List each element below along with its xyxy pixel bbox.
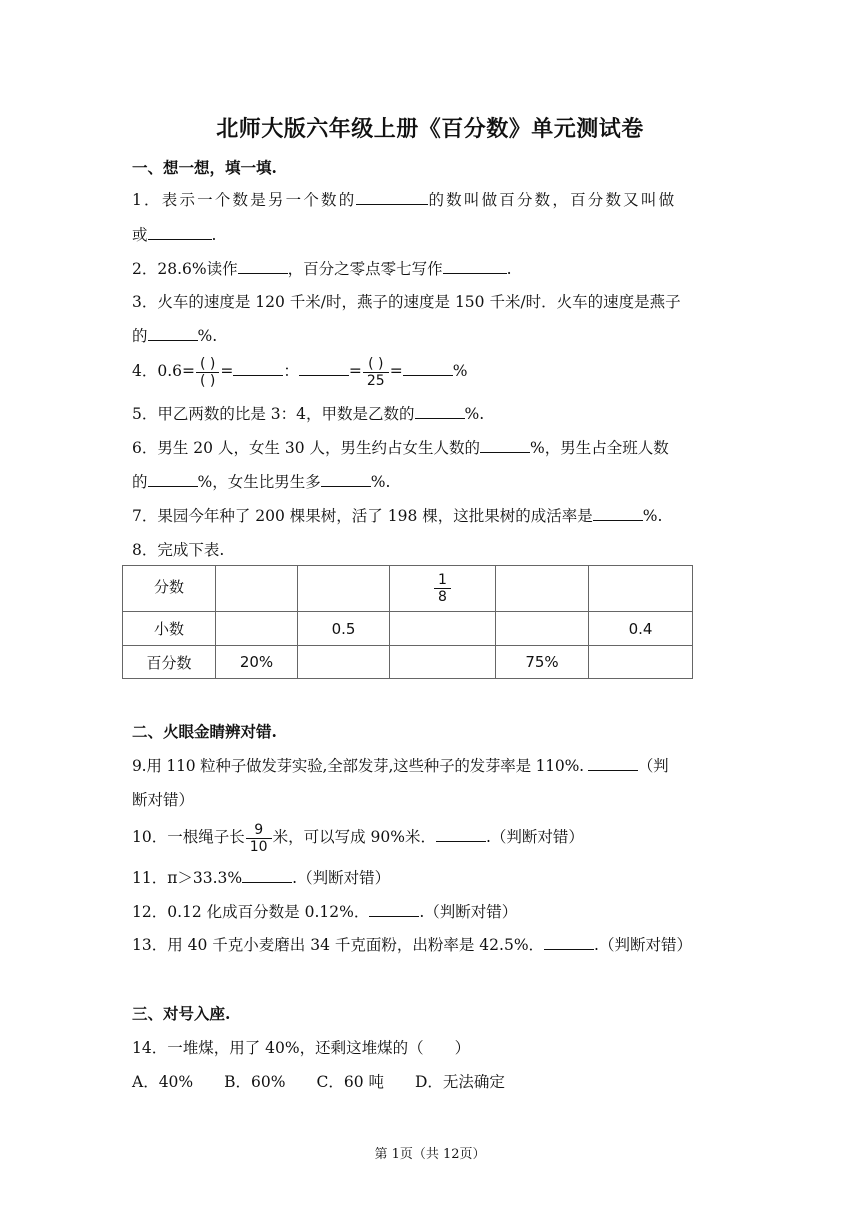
answer-blank[interactable] [588,756,638,771]
question-12 [132,902,732,922]
answer-blank[interactable] [233,361,283,376]
answer-blank[interactable] [443,259,507,274]
q13-text-a: 13．用 40 千克小麦磨出 34 千克面粉，出粉率是 42.5%． [132,936,545,954]
answer-blank[interactable] [148,472,198,487]
table-cell[interactable] [496,612,589,646]
answer-blank[interactable] [238,259,288,274]
question-9-cont: 断对错） [132,791,195,809]
q6-text-b: %，男生占全班人数 [530,439,669,457]
q6-text-d: %，女生比男生多 [197,473,321,491]
q6-text-c: 的 [132,473,148,491]
question-6-cont [132,472,732,492]
answer-blank[interactable] [242,868,292,883]
q1-text-c: 或 [132,226,148,244]
table-cell[interactable] [216,612,298,646]
question-5 [132,404,732,424]
fraction-denominator: 8 [438,589,447,605]
page-title: 北师大版六年级上册《百分数》单元测试卷 [216,116,644,142]
question-3: 3．火车的速度是 120 千米/时，燕子的速度是 150 千米/时．火车的速度是燕子 [132,293,681,311]
percent-sign: % [452,362,468,380]
fraction-numerator: ( ) [196,356,219,373]
q3-text-b: 的 [132,327,148,345]
q4-text-a: 4．0.6= [132,362,195,380]
fraction-blank-25[interactable] [363,356,389,389]
q2-text-a: 2．28.6%读作 [132,260,238,278]
row-label: 分数 [123,566,216,612]
fraction-one-eighth [434,572,451,605]
table-cell: 0.4 [589,612,693,646]
conversion-table [122,565,693,679]
fraction-numerator: 9 [246,822,272,839]
answer-blank[interactable] [544,935,594,950]
q11-text-b: .（判断对错） [292,869,391,887]
q9-text-b: （判 [637,757,669,775]
table-row-fraction [123,566,693,612]
table-row-percent [123,646,693,679]
q5-text-a: 5．甲乙两数的比是 3：4，甲数是乙数的 [132,405,415,423]
question-14-options[interactable]: A．40% B．60% C．60 吨 D．无法确定 [132,1073,505,1091]
page-footer: 第 1页（共 12页） [374,1147,486,1162]
answer-blank[interactable] [356,190,428,205]
question-2 [132,259,732,279]
fraction-denominator: 25 [366,372,385,389]
question-3-cont [132,326,732,346]
question-1 [132,190,732,210]
fraction-nine-tenths [246,822,272,855]
q6-text-a: 6．男生 20 人，女生 30 人，男生约占女生人数的 [132,439,481,457]
answer-blank[interactable] [148,225,212,240]
answer-blank[interactable] [593,506,643,521]
q5-text-b: %. [464,405,485,423]
q3-text-c: %. [197,327,218,345]
q7-text-a: 7．果园今年种了 200 棵果树，活了 198 棵，这批果树的成活率是 [132,507,593,525]
table-row-decimal [123,612,693,646]
question-6 [132,438,732,458]
fraction-denominator: ( ) [200,372,216,389]
answer-blank[interactable] [415,404,465,419]
q1-text-a: 1．表示一个数是另一个数的 [132,191,357,209]
table-cell-fraction [390,566,496,612]
table-cell[interactable] [216,566,298,612]
table-cell[interactable] [298,646,390,679]
fraction-denominator: 10 [249,838,268,855]
colon-symbol: ： [283,362,299,380]
question-7 [132,506,732,526]
row-label: 小数 [123,612,216,646]
fraction-numerator: 1 [434,572,451,589]
table-cell[interactable] [496,566,589,612]
question-13 [132,935,732,955]
q13-text-b: .（判断对错） [594,936,692,954]
table-cell[interactable] [390,612,496,646]
q12-text-a: 12．0.12 化成百分数是 0.12%． [132,903,370,921]
q9-text-a: 9.用 110 粒种子做发芽实验,全部发芽,这些种子的发芽率是 110%. [132,757,584,775]
table-cell[interactable] [298,566,390,612]
q10-text-a: 10．一根绳子长 [132,828,245,846]
question-14: 14．一堆煤，用了 40%，还剩这堆煤的（ ） [132,1039,471,1057]
answer-blank[interactable] [299,361,349,376]
q1-text-d: . [211,226,217,244]
q11-text-a: 11．π＞33.3% [132,869,243,887]
question-4: 4．0.6= $\frac{( )}{( )}$ = ： = $\frac{( )}{25}$ = % [132,355,468,389]
table-cell: 75% [496,646,589,679]
row-label: 百分数 [123,646,216,679]
q6-text-e: %. [370,473,391,491]
q1-text-b: 的数叫做百分数，百分数又叫做 [428,191,677,209]
q10-text-c: .（判断对错） [485,828,584,846]
answer-blank[interactable] [480,438,530,453]
table-cell[interactable] [589,646,693,679]
answer-blank[interactable] [369,902,419,917]
answer-blank[interactable] [148,326,198,341]
q2-text-b: ，百分之零点零七写作 [287,260,443,278]
table-cell[interactable] [390,646,496,679]
q2-text-c: . [506,260,512,278]
question-1-cont [132,225,732,245]
q12-text-b: .（判断对错） [419,903,518,921]
answer-blank[interactable] [321,472,371,487]
question-11 [132,868,732,888]
q10-text-b: 米，可以写成 90%米． [272,828,436,846]
answer-blank[interactable] [403,361,453,376]
table-cell: 20% [216,646,298,679]
answer-blank[interactable] [436,827,486,842]
question-9 [132,756,732,776]
question-8: 8．完成下表. [132,541,225,559]
section-3-heading: 三、对号入座. [132,1004,231,1023]
fraction-numerator: ( ) [363,356,389,373]
table-cell[interactable] [589,566,693,612]
section-1-heading: 一、想一想，填一填. [132,158,277,177]
section-2-heading: 二、火眼金睛辨对错. [132,722,277,741]
table-cell: 0.5 [298,612,390,646]
fraction-blank[interactable] [196,356,219,389]
q7-text-b: %. [642,507,663,525]
question-10 [132,818,732,856]
